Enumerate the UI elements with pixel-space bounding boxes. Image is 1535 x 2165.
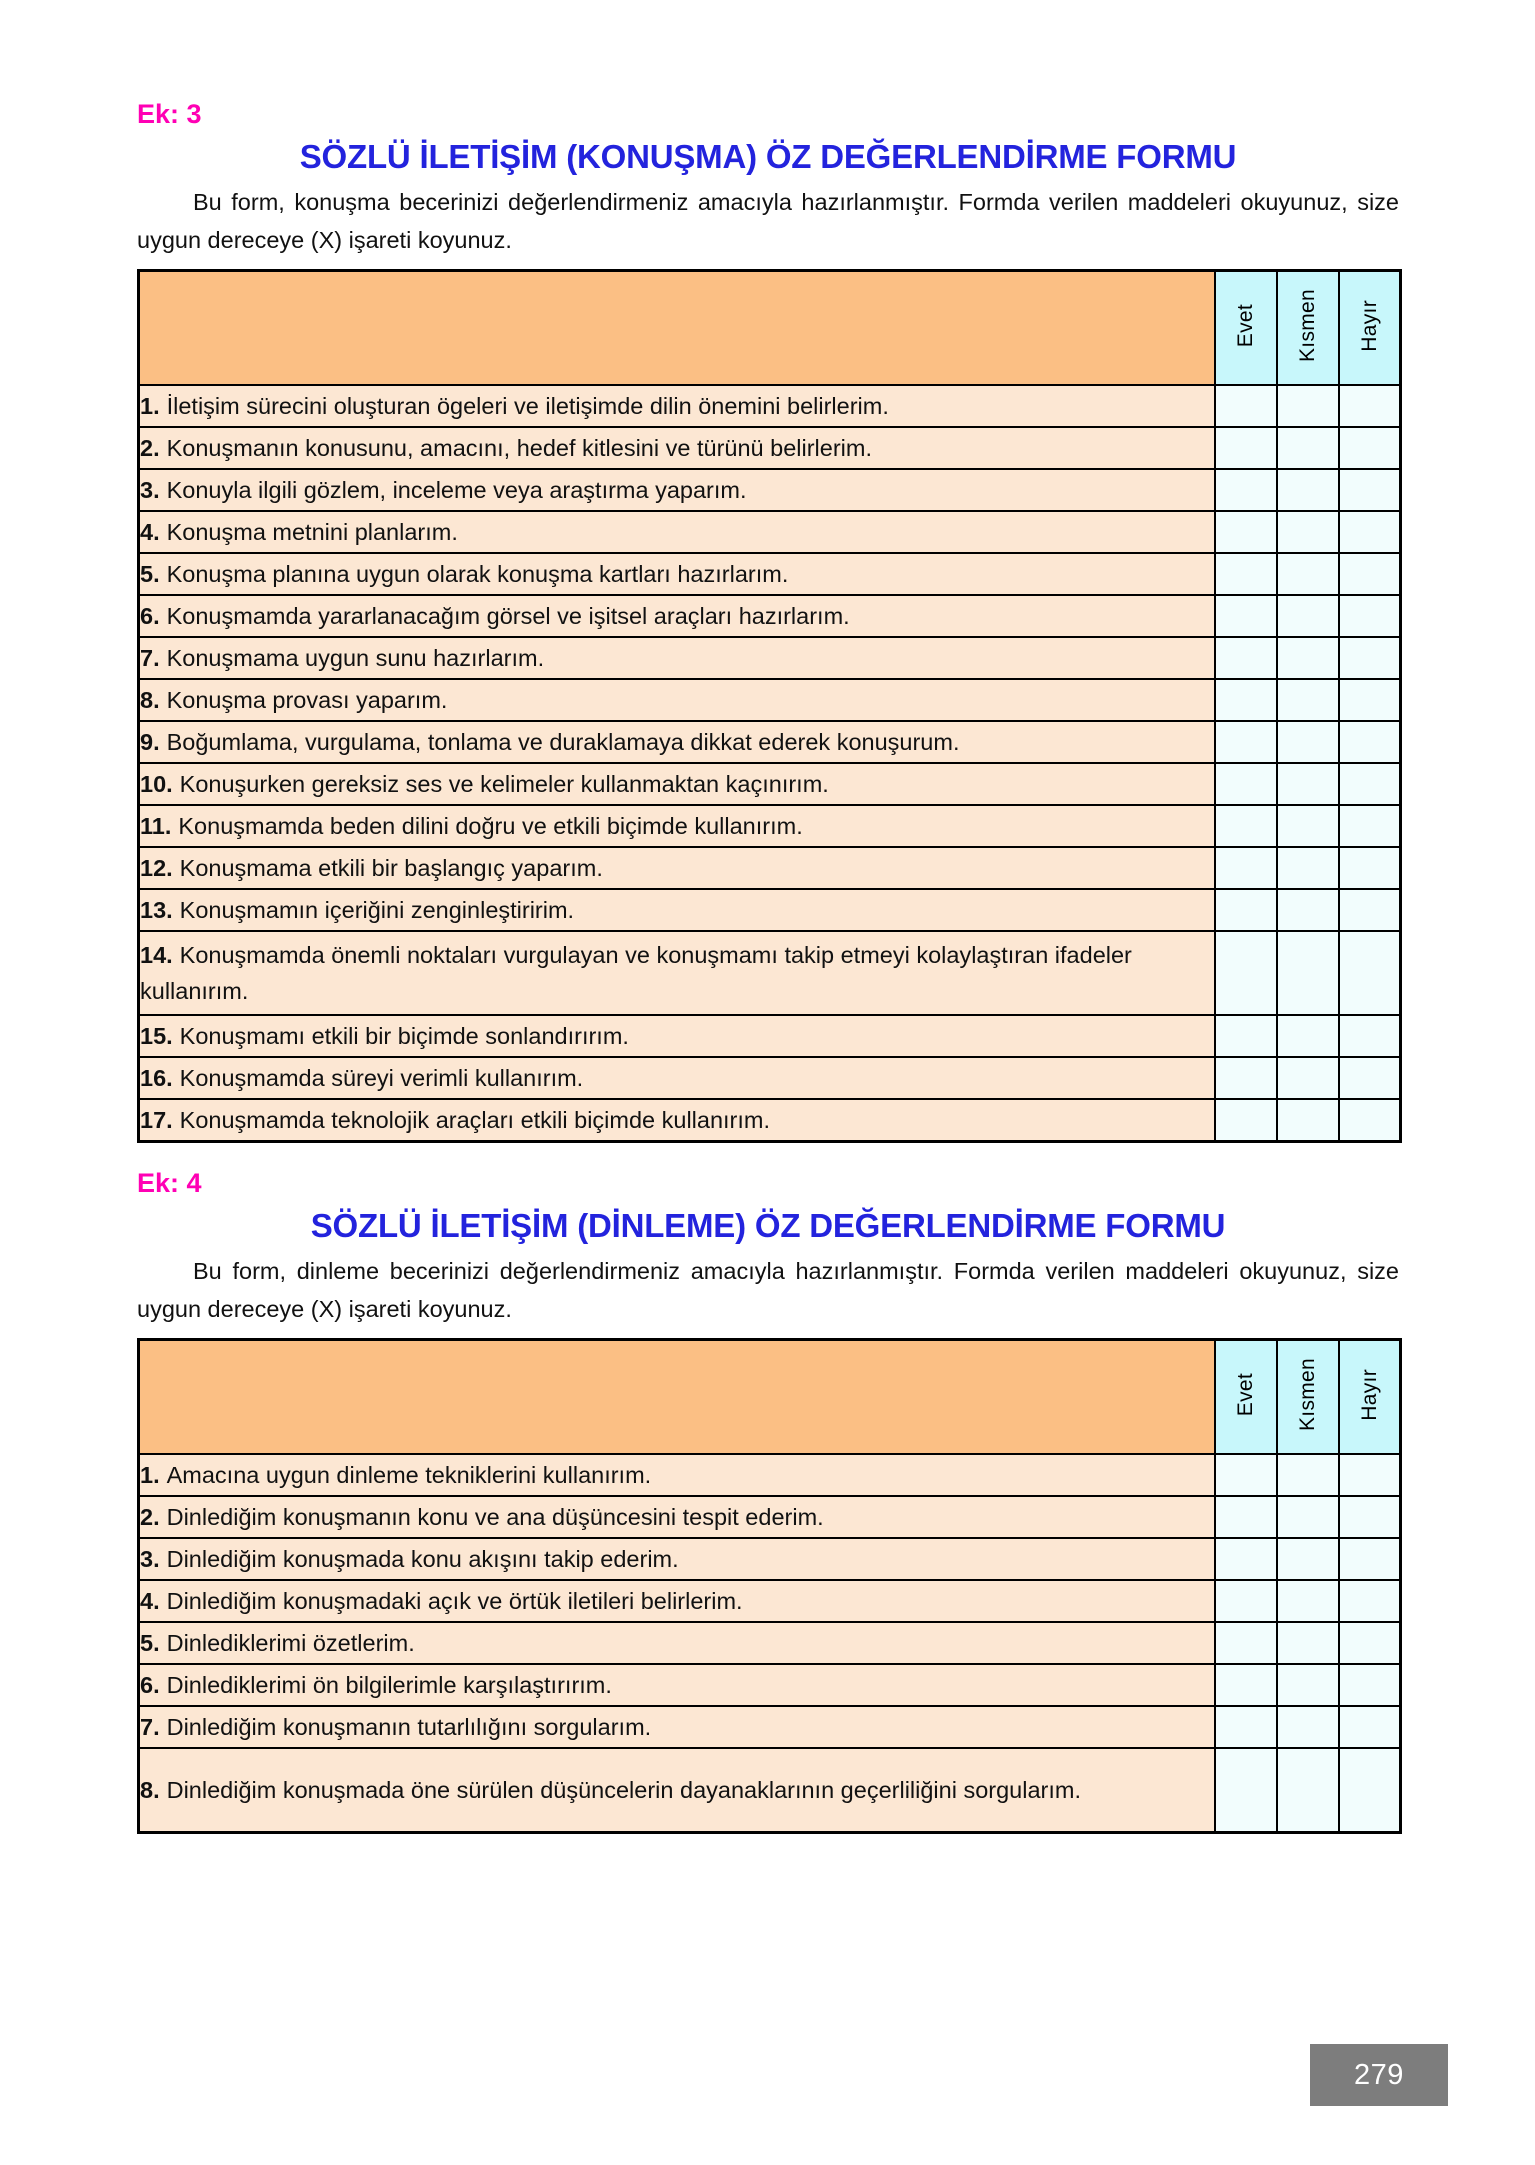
item-number: 11.: [140, 812, 172, 839]
checkbox-cell-kismen[interactable]: [1277, 553, 1339, 595]
table-row: [139, 1622, 1401, 1664]
checkbox-cell-kismen[interactable]: [1277, 1099, 1339, 1142]
item-cell: [139, 763, 1215, 805]
page-number-badge: [1310, 2044, 1448, 2106]
item-number: 2.: [140, 434, 160, 461]
checkbox-cell-kismen[interactable]: [1277, 805, 1339, 847]
checkbox-cell-hayir[interactable]: [1339, 1706, 1401, 1748]
item-cell: [139, 1496, 1215, 1538]
item-cell: [139, 889, 1215, 931]
table-row: [139, 1580, 1401, 1622]
header-cell-hayir: [1339, 271, 1401, 386]
item-text: Konuşma metnini planlarım.: [166, 518, 458, 545]
checkbox-cell-kismen[interactable]: [1277, 1057, 1339, 1099]
table-row: [139, 1538, 1401, 1580]
checkbox-cell-kismen[interactable]: [1277, 637, 1339, 679]
item-cell: [139, 1015, 1215, 1057]
item-text: Konuşmamın içeriğini zenginleştiririm.: [179, 896, 575, 923]
checkbox-cell-hayir[interactable]: [1339, 511, 1401, 553]
form-intro-konusma: Bu form, konuşma becerinizi değerlendirmeniz amacıyla hazırlanmıştır. Formda verilen maddeleri okuyunuz, size uygun dereceye (X) işareti koyunuz.: [137, 188, 1399, 253]
table-row: [139, 763, 1401, 805]
item-text: Dinlediğim konuşmadaki açık ve örtük iletileri belirlerim.: [166, 1587, 743, 1614]
checkbox-cell-evet[interactable]: [1215, 889, 1277, 931]
appendix-label-ek-3: Ek: 3: [137, 99, 202, 129]
form-title-dinleme: SÖZLÜ İLETİŞİM (DİNLEME) ÖZ DEĞERLENDİRME FORMU: [310, 1206, 1226, 1244]
item-text: Konuşmamda yararlanacağım görsel ve işitsel araçları hazırlarım.: [166, 602, 850, 629]
self-evaluation-table-konusma: [137, 269, 1402, 1143]
checkbox-cell-hayir[interactable]: [1339, 553, 1401, 595]
item-cell: [139, 847, 1215, 889]
checkbox-cell-kismen[interactable]: [1277, 889, 1339, 931]
checkbox-cell-kismen[interactable]: [1277, 469, 1339, 511]
self-evaluation-table-dinleme: [137, 1338, 1402, 1834]
table-row: [139, 805, 1401, 847]
checkbox-cell-evet[interactable]: [1215, 1664, 1277, 1706]
item-cell: [139, 1538, 1215, 1580]
item-number: 10.: [140, 770, 173, 797]
checkbox-cell-hayir[interactable]: [1339, 1496, 1401, 1538]
table-row: [139, 889, 1401, 931]
item-text: Konuşmamda beden dilini doğru ve etkili biçimde kullanırım.: [178, 812, 803, 839]
item-number: 7.: [140, 644, 160, 671]
checkbox-cell-kismen[interactable]: [1277, 1748, 1339, 1833]
item-cell: [139, 427, 1215, 469]
table-body-dinleme: [139, 1454, 1401, 1833]
item-cell: [139, 805, 1215, 847]
checkbox-cell-evet[interactable]: [1215, 931, 1277, 1015]
checkbox-cell-evet[interactable]: [1215, 637, 1277, 679]
header-label-hayir: Hayır: [1357, 299, 1381, 352]
header-label-evet: Evet: [1234, 1373, 1257, 1417]
checkbox-cell-evet[interactable]: [1215, 511, 1277, 553]
table-row: [139, 1015, 1401, 1057]
item-text: Dinlediklerimi özetlerim.: [166, 1629, 415, 1656]
table-row: [139, 721, 1401, 763]
item-text: Amacına uygun dinleme tekniklerini kullanırım.: [166, 1461, 652, 1488]
item-text: Boğumlama, vurgulama, tonlama ve duraklamaya dikkat ederek konuşurum.: [166, 728, 960, 755]
item-text: Konuşmamda önemli noktaları vurgulayan ve konuşmamı takip etmeyi kolaylaştıran ifadeler kullanırım.: [140, 941, 1132, 1005]
page-content: [137, 100, 1399, 1838]
item-cell: [139, 679, 1215, 721]
checkbox-cell-hayir[interactable]: [1339, 805, 1401, 847]
item-number: 1.: [140, 392, 160, 419]
item-text: İletişim sürecini oluşturan ögeleri ve iletişimde dilin önemini belirlerim.: [166, 392, 889, 419]
table-row: [139, 469, 1401, 511]
table-header-row: [139, 271, 1401, 386]
table-row: [139, 847, 1401, 889]
item-text: Konuşma planına uygun olarak konuşma kartları hazırlarım.: [166, 560, 789, 587]
checkbox-cell-hayir[interactable]: [1339, 847, 1401, 889]
checkbox-cell-hayir[interactable]: [1339, 1580, 1401, 1622]
item-text: Konuşmama etkili bir başlangıç yaparım.: [179, 854, 603, 881]
item-text: Konuyla ilgili gözlem, inceleme veya araştırma yaparım.: [166, 476, 747, 503]
table-row: [139, 1454, 1401, 1496]
table-row: [139, 637, 1401, 679]
checkbox-cell-evet[interactable]: [1215, 1748, 1277, 1833]
checkbox-cell-kismen[interactable]: [1277, 385, 1339, 427]
item-text: Konuşurken gereksiz ses ve kelimeler kullanmaktan kaçınırım.: [179, 770, 829, 797]
item-text: Konuşmamı etkili bir biçimde sonlandırırım.: [179, 1022, 629, 1049]
item-cell: [139, 1580, 1215, 1622]
checkbox-cell-evet[interactable]: [1215, 763, 1277, 805]
checkbox-cell-hayir[interactable]: [1339, 721, 1401, 763]
checkbox-cell-kismen[interactable]: [1277, 1706, 1339, 1748]
checkbox-cell-evet[interactable]: [1215, 1538, 1277, 1580]
item-number: 16.: [140, 1064, 173, 1091]
item-number: 6.: [140, 1671, 160, 1698]
checkbox-cell-evet[interactable]: [1215, 595, 1277, 637]
item-cell: [139, 511, 1215, 553]
table-row: [139, 1664, 1401, 1706]
table-row: [139, 1748, 1401, 1833]
checkbox-cell-kismen[interactable]: [1277, 1622, 1339, 1664]
checkbox-cell-hayir[interactable]: [1339, 889, 1401, 931]
item-text: Konuşmamda süreyi verimli kullanırım.: [179, 1064, 584, 1091]
checkbox-cell-hayir[interactable]: [1339, 427, 1401, 469]
checkbox-cell-kismen[interactable]: [1277, 1454, 1339, 1496]
checkbox-cell-evet[interactable]: [1215, 805, 1277, 847]
header-cell-evet: [1215, 1340, 1277, 1455]
item-number: 4.: [140, 518, 160, 545]
checkbox-cell-kismen[interactable]: [1277, 763, 1339, 805]
checkbox-cell-hayir[interactable]: [1339, 931, 1401, 1015]
item-cell: [139, 1454, 1215, 1496]
item-cell: [139, 637, 1215, 679]
checkbox-cell-kismen[interactable]: [1277, 1015, 1339, 1057]
table-row: [139, 553, 1401, 595]
section-ek-3: [137, 100, 1399, 1143]
checkbox-cell-kismen[interactable]: [1277, 427, 1339, 469]
item-number: 12.: [140, 854, 173, 881]
appendix-label-ek-4: Ek: 4: [137, 1168, 202, 1199]
item-number: 5.: [140, 560, 160, 587]
item-text: Dinlediğim konuşmanın konu ve ana düşüncesini tespit ederim.: [166, 1503, 824, 1530]
item-number: 14.: [140, 941, 173, 968]
item-cell: [139, 1706, 1215, 1748]
item-text: Dinlediğim konuşmada konu akışını takip ederim.: [166, 1545, 679, 1572]
checkbox-cell-kismen[interactable]: [1277, 721, 1339, 763]
checkbox-cell-hayir[interactable]: [1339, 1664, 1401, 1706]
checkbox-cell-evet[interactable]: [1215, 1015, 1277, 1057]
table-row: [139, 1057, 1401, 1099]
table-header-row: [139, 1340, 1401, 1455]
item-text: Dinlediğim konuşmanın tutarlılığını sorgularım.: [166, 1713, 652, 1740]
checkbox-cell-evet[interactable]: [1215, 469, 1277, 511]
item-cell: [139, 1099, 1215, 1142]
item-text: Konuşma provası yaparım.: [166, 686, 448, 713]
checkbox-cell-hayir[interactable]: [1339, 1748, 1401, 1833]
item-cell: [139, 595, 1215, 637]
section-spacer: [137, 1147, 1399, 1169]
checkbox-cell-evet[interactable]: [1215, 553, 1277, 595]
header-label-kismen: Kısmen: [1296, 1358, 1319, 1432]
item-number: 4.: [140, 1587, 160, 1614]
item-cell: [139, 931, 1215, 1015]
checkbox-cell-evet[interactable]: [1215, 679, 1277, 721]
checkbox-cell-evet[interactable]: [1215, 1706, 1277, 1748]
item-number: 5.: [140, 1629, 160, 1656]
item-cell: [139, 1622, 1215, 1664]
checkbox-cell-kismen[interactable]: [1277, 679, 1339, 721]
checkbox-cell-hayir[interactable]: [1339, 385, 1401, 427]
item-number: 6.: [140, 602, 160, 629]
item-cell: [139, 1748, 1215, 1833]
item-number: 9.: [140, 728, 160, 755]
checkbox-cell-hayir[interactable]: [1339, 763, 1401, 805]
header-cell-evet: [1215, 271, 1277, 386]
table-row: [139, 1099, 1401, 1142]
checkbox-cell-hayir[interactable]: [1339, 1099, 1401, 1142]
item-number: 17.: [140, 1106, 173, 1133]
table-row: [139, 511, 1401, 553]
item-number: 3.: [140, 476, 160, 503]
table-body-konusma: [139, 385, 1401, 1142]
item-number: 7.: [140, 1713, 160, 1740]
checkbox-cell-evet[interactable]: [1215, 1057, 1277, 1099]
item-cell: [139, 1057, 1215, 1099]
item-text: Konuşmanın konusunu, amacını, hedef kitlesini ve türünü belirlerim.: [166, 434, 872, 461]
item-cell: [139, 721, 1215, 763]
checkbox-cell-evet[interactable]: [1215, 1099, 1277, 1142]
item-text: Dinlediklerimi ön bilgilerimle karşılaştırırım.: [166, 1671, 612, 1698]
item-number: 15.: [140, 1022, 173, 1049]
item-text: Dinlediğim konuşmada öne sürülen düşüncelerin dayanaklarının geçerliliğini sorgularım.: [166, 1776, 1081, 1803]
item-text: Konuşmamda teknolojik araçları etkili biçimde kullanırım.: [179, 1106, 771, 1133]
checkbox-cell-evet[interactable]: [1215, 427, 1277, 469]
item-number: 2.: [140, 1503, 160, 1530]
checkbox-cell-hayir[interactable]: [1339, 679, 1401, 721]
table-row: [139, 595, 1401, 637]
header-cell-items: [139, 1340, 1215, 1455]
table-row: [139, 1496, 1401, 1538]
checkbox-cell-evet[interactable]: [1215, 847, 1277, 889]
page-number-text: 279: [1354, 2058, 1404, 2091]
checkbox-cell-kismen[interactable]: [1277, 1496, 1339, 1538]
checkbox-cell-kismen[interactable]: [1277, 511, 1339, 553]
checkbox-cell-evet[interactable]: [1215, 721, 1277, 763]
item-cell: [139, 1664, 1215, 1706]
table-row: [139, 1706, 1401, 1748]
header-cell-kismen: [1277, 271, 1339, 386]
header-label-hayir: Hayır: [1357, 1368, 1381, 1421]
item-number: 13.: [140, 896, 173, 923]
header-cell-hayir: [1339, 1340, 1401, 1455]
checkbox-cell-kismen[interactable]: [1277, 595, 1339, 637]
header-label-evet: Evet: [1234, 303, 1257, 348]
checkbox-cell-evet[interactable]: [1215, 1622, 1277, 1664]
checkbox-cell-evet[interactable]: [1215, 1580, 1277, 1622]
checkbox-cell-hayir[interactable]: [1339, 1538, 1401, 1580]
checkbox-cell-hayir[interactable]: [1339, 1015, 1401, 1057]
table-row: [139, 679, 1401, 721]
checkbox-cell-evet[interactable]: [1215, 1496, 1277, 1538]
checkbox-cell-evet[interactable]: [1215, 385, 1277, 427]
item-number: 8.: [140, 686, 160, 713]
item-cell: [139, 385, 1215, 427]
checkbox-cell-kismen[interactable]: [1277, 931, 1339, 1015]
checkbox-cell-hayir[interactable]: [1339, 1057, 1401, 1099]
checkbox-cell-hayir[interactable]: [1339, 469, 1401, 511]
header-label-kismen: Kısmen: [1296, 289, 1319, 363]
item-number: 1.: [140, 1461, 160, 1488]
checkbox-cell-kismen[interactable]: [1277, 1538, 1339, 1580]
item-cell: [139, 553, 1215, 595]
form-title-konusma: SÖZLÜ İLETİŞİM (KONUŞMA) ÖZ DEĞERLENDİRME FORMU: [299, 137, 1237, 175]
item-text: Konuşmama uygun sunu hazırlarım.: [166, 644, 545, 671]
header-cell-items: [139, 271, 1215, 386]
checkbox-cell-kismen[interactable]: [1277, 1664, 1339, 1706]
header-cell-kismen: [1277, 1340, 1339, 1455]
checkbox-cell-hayir[interactable]: [1339, 1622, 1401, 1664]
table-row: [139, 931, 1401, 1015]
checkbox-cell-hayir[interactable]: [1339, 595, 1401, 637]
table-row: [139, 427, 1401, 469]
item-number: 8.: [140, 1776, 160, 1803]
checkbox-cell-kismen[interactable]: [1277, 847, 1339, 889]
checkbox-cell-evet[interactable]: [1215, 1454, 1277, 1496]
item-cell: [139, 469, 1215, 511]
checkbox-cell-hayir[interactable]: [1339, 1454, 1401, 1496]
checkbox-cell-hayir[interactable]: [1339, 637, 1401, 679]
section-ek-4: [137, 1169, 1399, 1834]
table-row: [139, 385, 1401, 427]
checkbox-cell-kismen[interactable]: [1277, 1580, 1339, 1622]
item-number: 3.: [140, 1545, 160, 1572]
form-intro-dinleme: Bu form, dinleme becerinizi değerlendirmeniz amacıyla hazırlanmıştır. Formda verilen maddeleri okuyunuz, size uygun dereceye (X) işareti koyunuz.: [137, 1258, 1399, 1323]
